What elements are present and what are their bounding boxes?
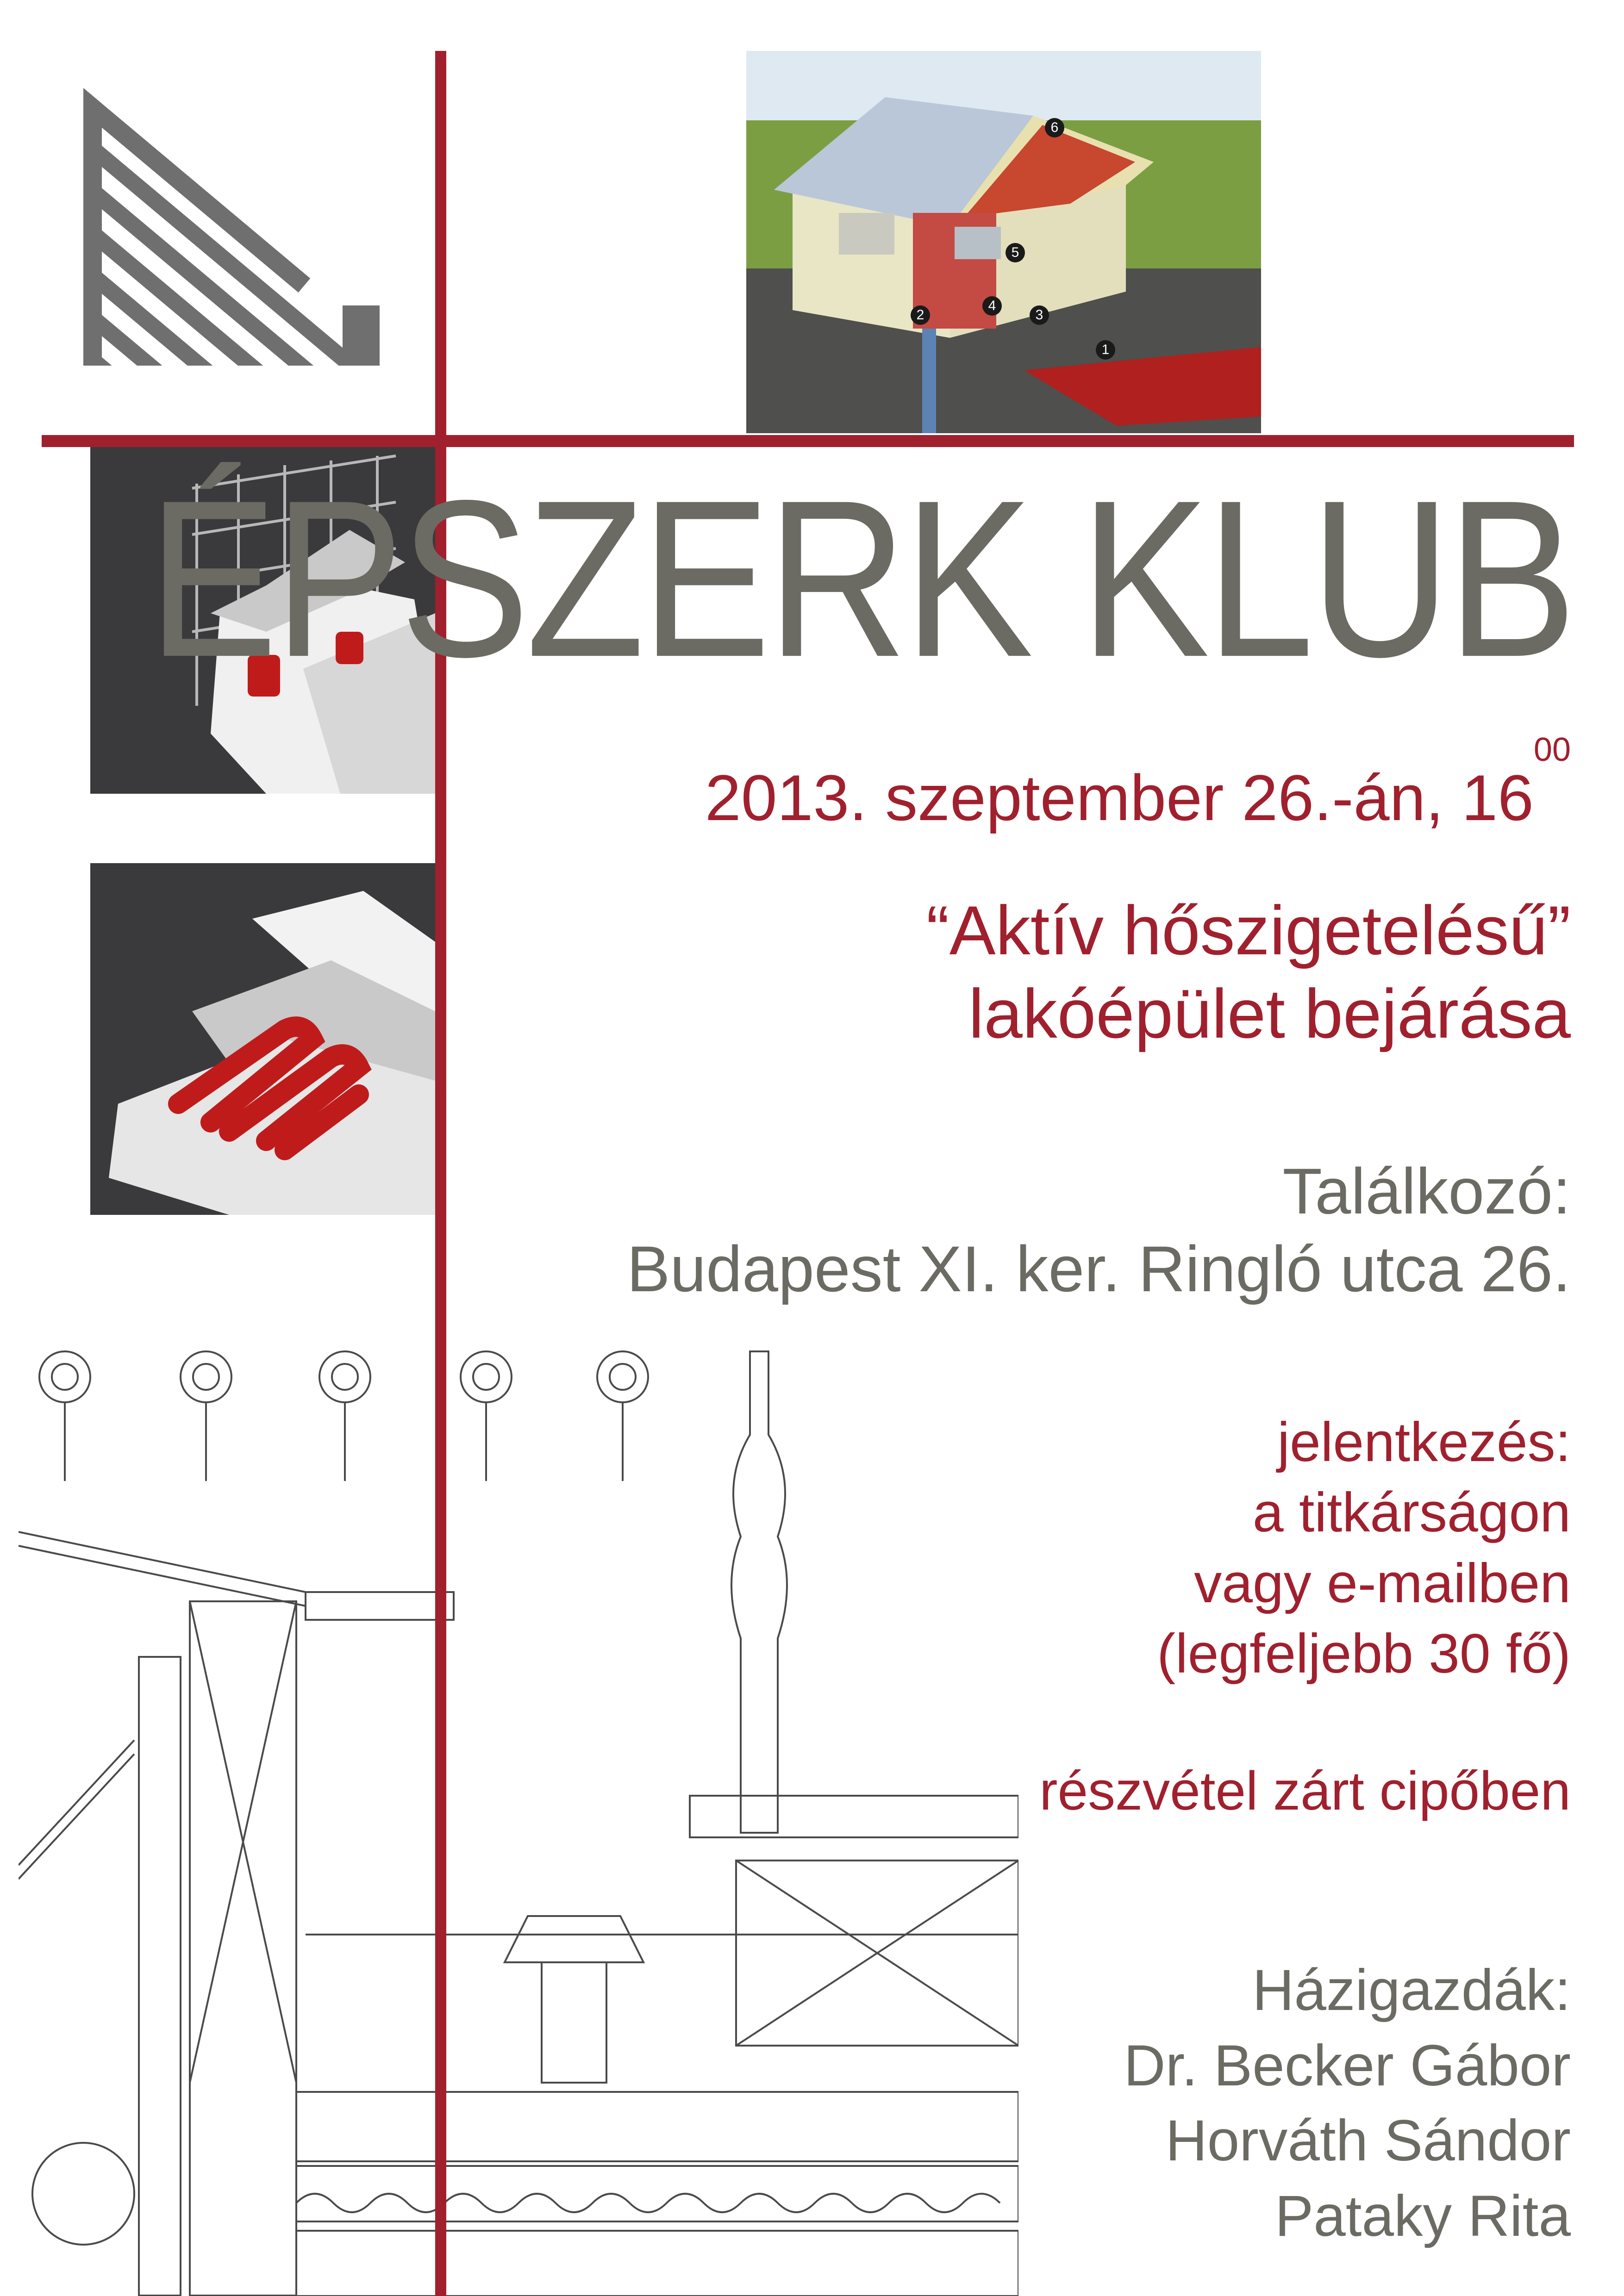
vertical-accent-line <box>435 51 446 2296</box>
hosts-label: Házigazdák: <box>1252 1958 1571 2022</box>
page-title: ÉPSZERK KLUB <box>148 454 1573 704</box>
footwear-note: részvétel zárt cipőben <box>1039 1761 1571 1822</box>
technical-section-drawing <box>19 1342 1018 2296</box>
event-subtitle-line1: “Aktív hőszigetelésű” <box>926 891 1571 969</box>
horizontal-accent-line <box>42 435 1574 447</box>
host-name: Dr. Becker Gábor <box>1124 2033 1571 2098</box>
house-label-5: 5 <box>1006 243 1025 262</box>
house-heating-illustration <box>746 51 1261 433</box>
insulation-render-2 <box>90 863 435 1215</box>
logo <box>83 88 380 375</box>
event-subtitle-line2: lakóépület bejárása <box>968 975 1571 1052</box>
host-name: Pataky Rita <box>1274 2184 1571 2248</box>
event-date <box>705 731 1571 837</box>
house-label-1: 1 <box>1096 340 1115 360</box>
house-label-6: 6 <box>1045 118 1064 137</box>
registration-line2: a titkárságon <box>1252 1481 1571 1544</box>
registration-line3: vagy e-mailben <box>1194 1552 1571 1614</box>
event-time-superscript: 00 <box>1533 731 1571 769</box>
house-label-3: 3 <box>1030 305 1049 325</box>
registration-line4: (legfeljebb 30 fő) <box>1157 1623 1571 1685</box>
registration-info <box>1157 1407 1571 1689</box>
hosts-list <box>1124 1953 1571 2254</box>
meeting-address: Budapest XI. ker. Ringló utca 26. <box>626 1232 1571 1305</box>
registration-line1: jelentkezés: <box>1277 1411 1571 1473</box>
house-label-2: 2 <box>911 305 930 325</box>
event-subtitle <box>926 889 1571 1055</box>
meeting-info <box>627 1152 1571 1308</box>
host-name: Horváth Sándor <box>1165 2109 1571 2173</box>
event-date-text: 2013. szeptember 26.-án, 16 <box>705 761 1534 834</box>
house-label-4: 4 <box>982 296 1002 316</box>
meeting-label: Találkozó: <box>1282 1155 1571 1227</box>
